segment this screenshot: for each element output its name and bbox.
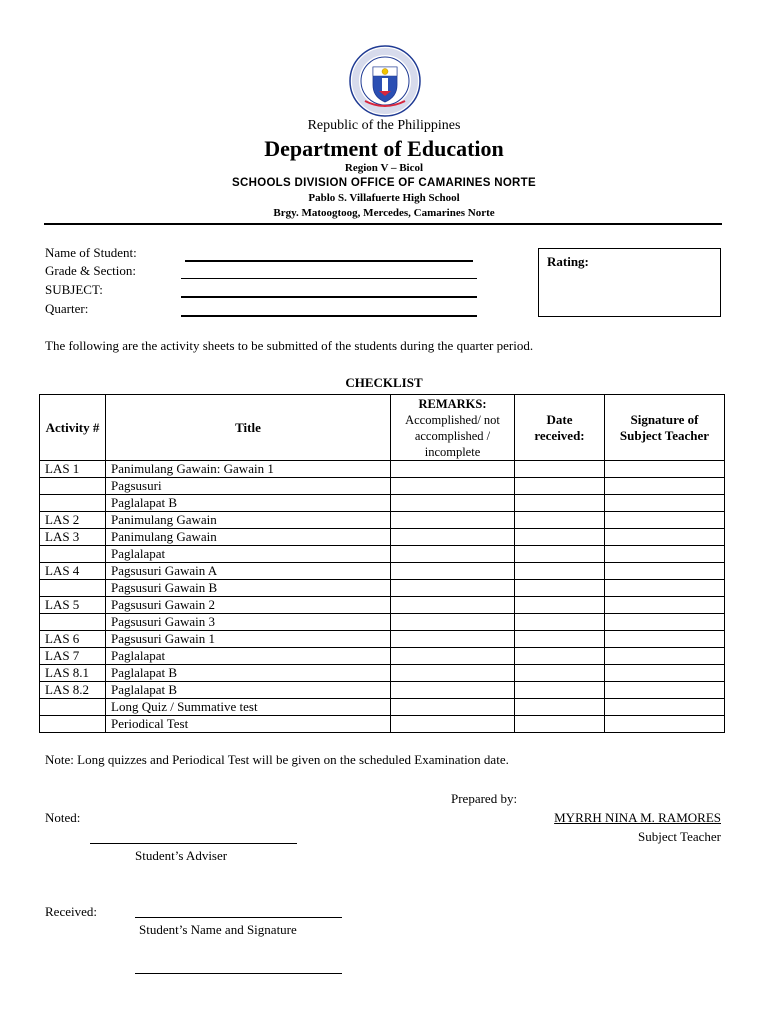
cell-signature[interactable] bbox=[605, 699, 725, 716]
cell-date-received[interactable] bbox=[515, 529, 605, 546]
cell-title: Panimulang Gawain bbox=[106, 529, 391, 546]
cell-signature[interactable] bbox=[605, 529, 725, 546]
cell-remarks[interactable] bbox=[391, 682, 515, 699]
intro-text: The following are the activity sheets to be submitted of the students during the quarter period. bbox=[45, 338, 534, 353]
cell-title: Pagsusuri bbox=[106, 478, 391, 495]
cell-date-received[interactable] bbox=[515, 614, 605, 631]
name-field[interactable] bbox=[185, 260, 473, 262]
cell-date-received[interactable] bbox=[515, 546, 605, 563]
cell-remarks[interactable] bbox=[391, 631, 515, 648]
cell-remarks[interactable] bbox=[391, 512, 515, 529]
cell-remarks[interactable] bbox=[391, 648, 515, 665]
cell-signature[interactable] bbox=[605, 461, 725, 478]
cell-activity: LAS 7 bbox=[40, 648, 106, 665]
address-line: Brgy. Matoogtoog, Mercedes, Camarines Norte bbox=[273, 207, 495, 219]
cell-date-received[interactable] bbox=[515, 461, 605, 478]
table-row bbox=[40, 665, 725, 682]
cell-signature[interactable] bbox=[605, 563, 725, 580]
cell-signature[interactable] bbox=[605, 631, 725, 648]
cell-date-received[interactable] bbox=[515, 580, 605, 597]
quarter-label: Quarter: bbox=[45, 301, 89, 316]
received-label: Received: bbox=[45, 904, 97, 919]
cell-signature[interactable] bbox=[605, 614, 725, 631]
table-row bbox=[40, 512, 725, 529]
cell-signature[interactable] bbox=[605, 716, 725, 733]
school-line: Pablo S. Villafuerte High School bbox=[308, 192, 460, 204]
cell-signature[interactable] bbox=[605, 478, 725, 495]
cell-date-received[interactable] bbox=[515, 495, 605, 512]
department-title: Department of Education bbox=[264, 136, 504, 161]
cell-date-received[interactable] bbox=[515, 648, 605, 665]
cell-activity: LAS 8.1 bbox=[40, 665, 106, 682]
deped-seal-logo bbox=[349, 45, 421, 117]
cell-date-received[interactable] bbox=[515, 597, 605, 614]
cell-signature[interactable] bbox=[605, 597, 725, 614]
cell-date-received[interactable] bbox=[515, 478, 605, 495]
cell-activity: LAS 6 bbox=[40, 631, 106, 648]
cell-remarks[interactable] bbox=[391, 546, 515, 563]
table-row bbox=[40, 597, 725, 614]
grade-field[interactable] bbox=[181, 278, 477, 279]
cell-remarks[interactable] bbox=[391, 699, 515, 716]
cell-activity: LAS 3 bbox=[40, 529, 106, 546]
grade-label: Grade & Section: bbox=[45, 263, 136, 278]
cell-title: Panimulang Gawain: Gawain 1 bbox=[106, 461, 391, 478]
cell-activity: LAS 2 bbox=[40, 512, 106, 529]
adviser-label: Student’s Adviser bbox=[135, 848, 228, 863]
cell-title: Pagsusuri Gawain 3 bbox=[106, 614, 391, 631]
student-signature-label: Student’s Name and Signature bbox=[139, 922, 297, 937]
cell-activity bbox=[40, 699, 106, 716]
cell-activity: LAS 8.2 bbox=[40, 682, 106, 699]
header-date: Date received: bbox=[515, 395, 605, 461]
cell-remarks[interactable] bbox=[391, 614, 515, 631]
quarter-field[interactable] bbox=[181, 315, 477, 317]
cell-remarks[interactable] bbox=[391, 597, 515, 614]
cell-date-received[interactable] bbox=[515, 665, 605, 682]
checklist-title: CHECKLIST bbox=[345, 375, 423, 390]
cell-activity bbox=[40, 495, 106, 512]
cell-signature[interactable] bbox=[605, 546, 725, 563]
cell-date-received[interactable] bbox=[515, 699, 605, 716]
header-activity: Activity # bbox=[40, 395, 106, 461]
rating-label: Rating: bbox=[547, 254, 589, 269]
cell-remarks[interactable] bbox=[391, 580, 515, 597]
header-title: Title bbox=[106, 395, 391, 461]
header-remarks bbox=[391, 395, 515, 461]
table-row bbox=[40, 478, 725, 495]
cell-remarks[interactable] bbox=[391, 529, 515, 546]
cell-activity bbox=[40, 478, 106, 495]
cell-remarks[interactable] bbox=[391, 563, 515, 580]
table-row bbox=[40, 529, 725, 546]
table-row bbox=[40, 580, 725, 597]
cell-remarks[interactable] bbox=[391, 665, 515, 682]
table-row bbox=[40, 546, 725, 563]
table-row bbox=[40, 682, 725, 699]
cell-activity bbox=[40, 546, 106, 563]
cell-signature[interactable] bbox=[605, 512, 725, 529]
cell-signature[interactable] bbox=[605, 580, 725, 597]
republic-line: Republic of the Philippines bbox=[307, 118, 461, 133]
header-signature: Signature of Subject Teacher bbox=[605, 395, 725, 461]
table-row bbox=[40, 614, 725, 631]
cell-remarks[interactable] bbox=[391, 716, 515, 733]
cell-activity: LAS 5 bbox=[40, 597, 106, 614]
student-signature-line[interactable] bbox=[135, 917, 342, 918]
subject-field[interactable] bbox=[181, 296, 477, 298]
cell-title: Pagsusuri Gawain 2 bbox=[106, 597, 391, 614]
table-row bbox=[40, 648, 725, 665]
noted-label: Noted: bbox=[45, 810, 81, 825]
cell-title: Pagsusuri Gawain 1 bbox=[106, 631, 391, 648]
cell-title: Panimulang Gawain bbox=[106, 512, 391, 529]
cell-title: Paglalapat bbox=[106, 648, 391, 665]
cell-signature[interactable] bbox=[605, 648, 725, 665]
note-text: Note: Long quizzes and Periodical Test will be given on the scheduled Examination date. bbox=[45, 752, 509, 767]
cell-title: Paglalapat B bbox=[106, 665, 391, 682]
cell-title: Long Quiz / Summative test bbox=[106, 699, 391, 716]
region-line: Region V – Bicol bbox=[344, 162, 424, 174]
cell-title: Pagsusuri Gawain A bbox=[106, 563, 391, 580]
name-label: Name of Student: bbox=[45, 245, 137, 260]
extra-signature-line[interactable] bbox=[135, 973, 342, 974]
cell-activity: LAS 4 bbox=[40, 563, 106, 580]
prepared-by-label: Prepared by: bbox=[451, 791, 518, 806]
table-row bbox=[40, 631, 725, 648]
cell-remarks[interactable] bbox=[391, 461, 515, 478]
table-row bbox=[40, 495, 725, 512]
cell-title: Periodical Test bbox=[106, 716, 391, 733]
cell-date-received[interactable] bbox=[515, 631, 605, 648]
cell-signature[interactable] bbox=[605, 665, 725, 682]
division-line: SCHOOLS DIVISION OFFICE OF CAMARINES NORTE bbox=[232, 177, 536, 189]
cell-signature[interactable] bbox=[605, 682, 725, 699]
cell-date-received[interactable] bbox=[515, 682, 605, 699]
cell-activity bbox=[40, 716, 106, 733]
cell-remarks[interactable] bbox=[391, 495, 515, 512]
header-divider bbox=[44, 223, 722, 225]
checklist-table bbox=[39, 394, 725, 733]
cell-date-received[interactable] bbox=[515, 563, 605, 580]
rating-box[interactable] bbox=[538, 248, 721, 317]
cell-remarks[interactable] bbox=[391, 478, 515, 495]
cell-title: Paglalapat B bbox=[106, 495, 391, 512]
table-row bbox=[40, 699, 725, 716]
table-header-row bbox=[40, 395, 725, 461]
cell-title: Paglalapat B bbox=[106, 682, 391, 699]
table-row bbox=[40, 563, 725, 580]
teacher-name: MYRRH NINA M. RAMORES bbox=[554, 810, 721, 825]
adviser-signature-line[interactable] bbox=[90, 843, 297, 844]
table-row bbox=[40, 461, 725, 478]
cell-activity bbox=[40, 614, 106, 631]
cell-activity: LAS 1 bbox=[40, 461, 106, 478]
teacher-role: Subject Teacher bbox=[638, 829, 721, 844]
cell-date-received[interactable] bbox=[515, 512, 605, 529]
cell-title: Pagsusuri Gawain B bbox=[106, 580, 391, 597]
subject-label: SUBJECT: bbox=[45, 282, 103, 297]
cell-activity bbox=[40, 580, 106, 597]
cell-date-received[interactable] bbox=[515, 716, 605, 733]
header-remarks-sub: Accomplished/ not accomplished / incomplete bbox=[405, 412, 500, 459]
cell-signature[interactable] bbox=[605, 495, 725, 512]
cell-title: Paglalapat bbox=[106, 546, 391, 563]
header-remarks-label: REMARKS: bbox=[418, 396, 487, 411]
table-row bbox=[40, 716, 725, 733]
